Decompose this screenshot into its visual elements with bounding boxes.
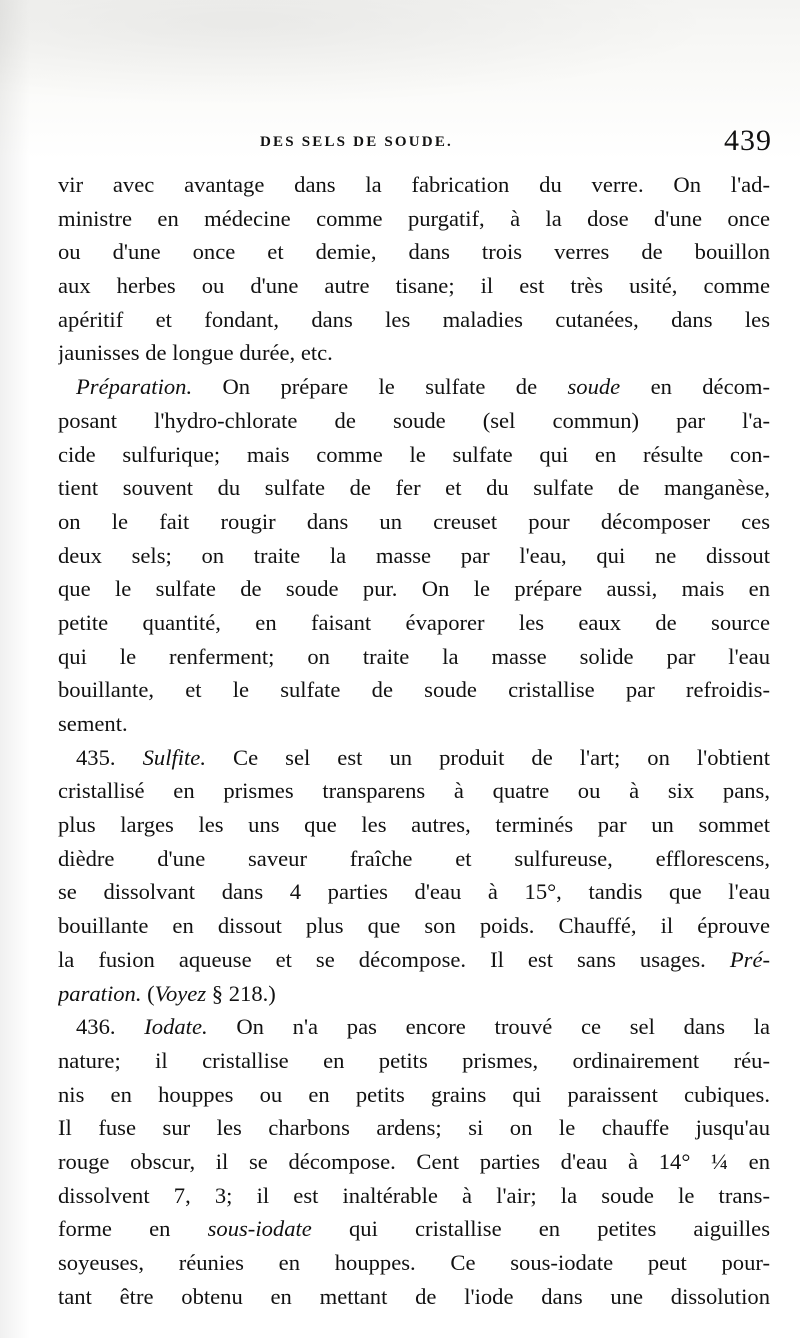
text-line: aux herbes ou d'une autre tisane; il est très usité, comme <box>58 273 770 299</box>
section-heading-sulfite: Sulfite. <box>142 744 206 770</box>
text-line: vir avec avantage dans la fabrication du verre. On l'ad- <box>58 172 770 197</box>
text-line-cross-reference: paration. (Voyez § 218.) <box>58 980 276 1006</box>
text-line-section-435: 435. Sulfite. Ce sel est un produit de l'art; on l'obtient <box>76 744 770 770</box>
text-line: nature; il cristallise en petits prismes, ordinairement réu- <box>58 1047 770 1073</box>
text-line: se dissolvant dans 4 parties d'eau à 15°, tandis que l'eau <box>58 879 770 905</box>
text-line: deux sels; on traite la masse par l'eau, qui ne dissout <box>58 542 770 568</box>
text-line-section-436: 436. Iodate. On n'a pas encore trouvé ce sel dans la <box>76 1014 770 1040</box>
text-line: cristallisé en prismes transparens à quatre ou à six pans, <box>58 778 770 804</box>
section-number: 436. <box>76 1014 145 1040</box>
page-header <box>60 124 772 168</box>
text-line: dièdre d'une saveur fraîche et sulfureuse, efflorescens, <box>58 845 770 871</box>
text-line: tient souvent du sulfate de fer et du sulfate de manganèse, <box>58 475 770 501</box>
text-line: posant l'hydro-chlorate de soude (sel commun) par l'a- <box>58 407 770 433</box>
text-line: jaunisses de longue durée, etc. <box>58 340 333 366</box>
section-heading-preparation: Préparation. <box>76 374 193 400</box>
text-line: soyeuses, réunies en houppes. Ce sous-iodate peut pour- <box>58 1250 770 1275</box>
text-line: que le sulfate de soude pur. On le prépare aussi, mais en <box>58 576 770 602</box>
binding-shadow <box>0 0 30 1338</box>
text-line: la fusion aqueuse et se décompose. Il est sans usages. Pré- <box>58 946 770 972</box>
section-heading-iodate: Iodate. <box>144 1014 208 1040</box>
text-line: dissolvent 7, 3; il est inaltérable à l'air; la soude le trans- <box>58 1182 770 1208</box>
body-text <box>58 168 770 1313</box>
text-line: ou d'une once et demie, dans trois verres de bouillon <box>58 239 770 265</box>
text-line: bouillante, et le sulfate de soude cristallise par refroidis- <box>58 677 770 703</box>
text-line: rouge obscur, il se décompose. Cent parties d'eau à 14° ¼ en <box>58 1148 770 1174</box>
text-line-preparation: Préparation. On prépare le sulfate de soude en décom- <box>76 374 770 400</box>
page-number: 439 <box>724 124 772 157</box>
text-line: cide sulfurique; mais comme le sulfate qui en résulte con- <box>58 441 770 467</box>
text-line: on le fait rougir dans un creuset pour décomposer ces <box>58 508 770 534</box>
text-line: petite quantité, en faisant évaporer les eaux de source <box>58 609 770 635</box>
text-line: Il fuse sur les charbons ardens; si on le chauffe jusqu'au <box>58 1115 770 1141</box>
text-line: bouillante en dissout plus que son poids. Chauffé, il éprouve <box>58 913 770 939</box>
running-title: DES SELS DE SOUDE. <box>260 134 453 150</box>
text-line: plus larges les uns que les autres, terminés par un sommet <box>58 812 770 838</box>
text-line: tant être obtenu en mettant de l'iode dans une dissolution <box>58 1283 770 1309</box>
text-line: ministre en médecine comme purgatif, à la dose d'une once <box>58 205 770 231</box>
text-line: qui le renferment; on traite la masse solide par l'eau <box>58 643 770 669</box>
page-bleed-through <box>0 0 800 120</box>
text-line: apéritif et fondant, dans les maladies cutanées, dans les <box>58 306 770 332</box>
text-line: sement. <box>58 711 128 736</box>
section-number: 435. <box>76 744 143 770</box>
text-line: forme en sous-iodate qui cristallise en petites aiguilles <box>58 1216 770 1242</box>
text-line: nis en houppes ou en petits grains qui paraissent cubiques. <box>58 1081 770 1107</box>
